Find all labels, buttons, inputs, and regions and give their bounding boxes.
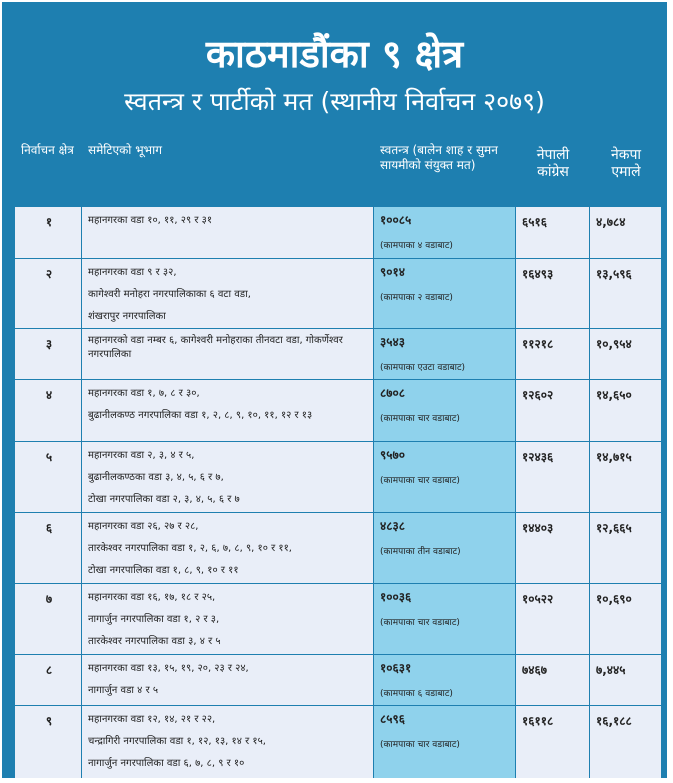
row-number: ७	[15, 584, 81, 654]
row-independent	[374, 655, 515, 705]
area-line: महानगरका वडा २६, २७ र २८,	[88, 521, 199, 532]
uml-votes: ४,७८४	[590, 207, 661, 258]
row-area	[82, 513, 373, 583]
uml-votes: १३,५९६	[590, 259, 661, 328]
area-line: चन्द्रागिरी नगरपालिका वडा १, १२, १३, १४ र १५,	[88, 736, 266, 747]
congress-votes: १६४९३	[516, 259, 589, 328]
uml-votes: १४,६५०	[590, 380, 661, 441]
independent-votes: १००८५	[380, 213, 412, 227]
page-subtitle: स्वतन्त्र र पार्टीको मत (स्थानीय निर्वाचन २०७९)	[124, 87, 545, 116]
row-independent	[374, 442, 515, 512]
row-number: ३	[15, 329, 81, 379]
area-line: तारकेश्वर नगरपालिका वडा ३, ४ र ५	[88, 636, 221, 647]
independent-note: (कामपाका ६ वडाबाट)	[380, 689, 453, 699]
row-independent	[374, 259, 515, 328]
area-line: महानगरका वडा २, ३, ४ र ५,	[88, 450, 195, 461]
row-number: ५	[15, 442, 81, 512]
row-number: ८	[15, 655, 81, 705]
header-independent: स्वतन्त्र (बालेन शाह र सुमन सायमीको संयुक्त मत)	[374, 137, 515, 206]
congress-votes: ७४६७	[516, 655, 589, 705]
row-area	[82, 380, 373, 441]
independent-note: (कामपाका चार वडाबाट)	[380, 414, 460, 424]
row-area	[82, 207, 373, 258]
congress-votes: १६११८	[516, 706, 589, 778]
uml-votes: १६,१८८	[590, 706, 661, 778]
row-independent	[374, 584, 515, 654]
area-line: नागार्जुन नगरपालिका वडा १, २ र ३,	[88, 614, 220, 625]
area-line: महानगरका वडा ९ र ३२,	[88, 267, 177, 278]
congress-votes: ११२१८	[516, 329, 589, 379]
row-independent	[374, 706, 515, 778]
independent-note: (कामपाका चार वडाबाट)	[380, 476, 460, 486]
independent-note: (कामपाका चार वडाबाट)	[380, 740, 460, 750]
row-area	[82, 259, 373, 328]
area-line: महानगरका वडा १६, १७, १८ र २५,	[88, 592, 216, 603]
independent-votes: १००३६	[380, 590, 412, 604]
independent-note: (कामपाका २ वडाबाट)	[380, 293, 453, 303]
uml-votes: ७,४४५	[590, 655, 661, 705]
independent-votes: ९०१४	[380, 265, 405, 279]
row-number: २	[15, 259, 81, 328]
independent-votes: ८७०८	[380, 386, 405, 400]
header-congress: नेपाली कांग्रेस	[516, 137, 589, 206]
row-area	[82, 706, 373, 778]
row-independent	[374, 380, 515, 441]
uml-votes: १०,९५४	[590, 329, 661, 379]
area-line: टोखा नगरपालिका वडा २, ३, ४, ५, ६ र ७	[88, 494, 240, 505]
area-line: बुढानीलकण्ठका वडा ३, ४, ५, ६ र ७,	[88, 472, 224, 483]
page-title: काठमाडौंका ९ क्षेत्र	[205, 32, 464, 76]
area-line: बुढानीलकण्ठ नगरपालिका वडा १, २, ८, ९, १०, ११, १२ र १३	[88, 410, 313, 421]
row-area	[82, 655, 373, 705]
area-line: महानगरका वडा १२, १४, २१ र २२,	[88, 714, 216, 725]
area-line: महानगरका वडा १३, १५, १९, २०, २३ र २४,	[88, 663, 249, 674]
congress-votes: १२६०२	[516, 380, 589, 441]
congress-votes: १२४३६	[516, 442, 589, 512]
area-line: कागेश्वरी मनोहरा नगरपालिकाका ६ वटा वडा,	[88, 289, 251, 300]
row-number: ६	[15, 513, 81, 583]
row-number: ४	[15, 380, 81, 441]
independent-votes: ८५९६	[380, 712, 405, 726]
congress-votes: १०५२२	[516, 584, 589, 654]
area-line: टोखा नगरपालिका वडा १, ८, ९, १० र ११	[88, 565, 239, 576]
row-area	[82, 329, 373, 379]
area-line: शंखरापुर नगरपालिका	[88, 311, 166, 322]
independent-note: (कामपाका ४ वडाबाट)	[380, 241, 453, 251]
independent-votes: ३५४३	[380, 335, 405, 349]
row-area	[82, 584, 373, 654]
independent-note: (कामपाका एउटा वडाबाट)	[380, 363, 465, 373]
results-table	[15, 137, 657, 774]
uml-votes: १४,७१५	[590, 442, 661, 512]
congress-votes: १४४०३	[516, 513, 589, 583]
area-line: नागार्जुन वडा ४ र ५	[88, 685, 159, 696]
header-constituency: निर्वाचन क्षेत्र	[15, 137, 81, 206]
independent-votes: ४८३८	[380, 519, 405, 533]
congress-votes: ६५१६	[516, 207, 589, 258]
row-independent	[374, 207, 515, 258]
row-number: १	[15, 207, 81, 258]
uml-votes: १२,६६५	[590, 513, 661, 583]
independent-note: (कामपाका तीन वडाबाट)	[380, 547, 461, 557]
uml-votes: १०,६९०	[590, 584, 661, 654]
independent-note: (कामपाका चार वडाबाट)	[380, 618, 460, 628]
independent-votes: ९५७०	[380, 448, 405, 462]
area-line: नागार्जुन नगरपालिका वडा ६, ७, ८, ९ र १०	[88, 758, 245, 769]
area-line: महानगरका वडा १०, ११, २९ र ३१	[88, 215, 213, 226]
row-number: ९	[15, 706, 81, 778]
row-area	[82, 442, 373, 512]
area-line: महानगरका वडा १, ७, ८ र ३०,	[88, 388, 200, 399]
independent-votes: १०६३१	[380, 661, 412, 675]
area-line: तारकेश्वर नगरपालिका वडा १, २, ६, ७, ८, ९, १० र ११,	[88, 543, 292, 554]
area-line: महानगरको वडा नम्बर ६, कागेश्वरी मनोहराका तीनवटा वडा, गोकर्णेश्वर नगरपालिका	[88, 335, 343, 360]
header-uml: नेकपा एमाले	[590, 137, 661, 206]
row-independent	[374, 329, 515, 379]
header-area: समेटिएको भूभाग	[82, 137, 373, 206]
row-independent	[374, 513, 515, 583]
